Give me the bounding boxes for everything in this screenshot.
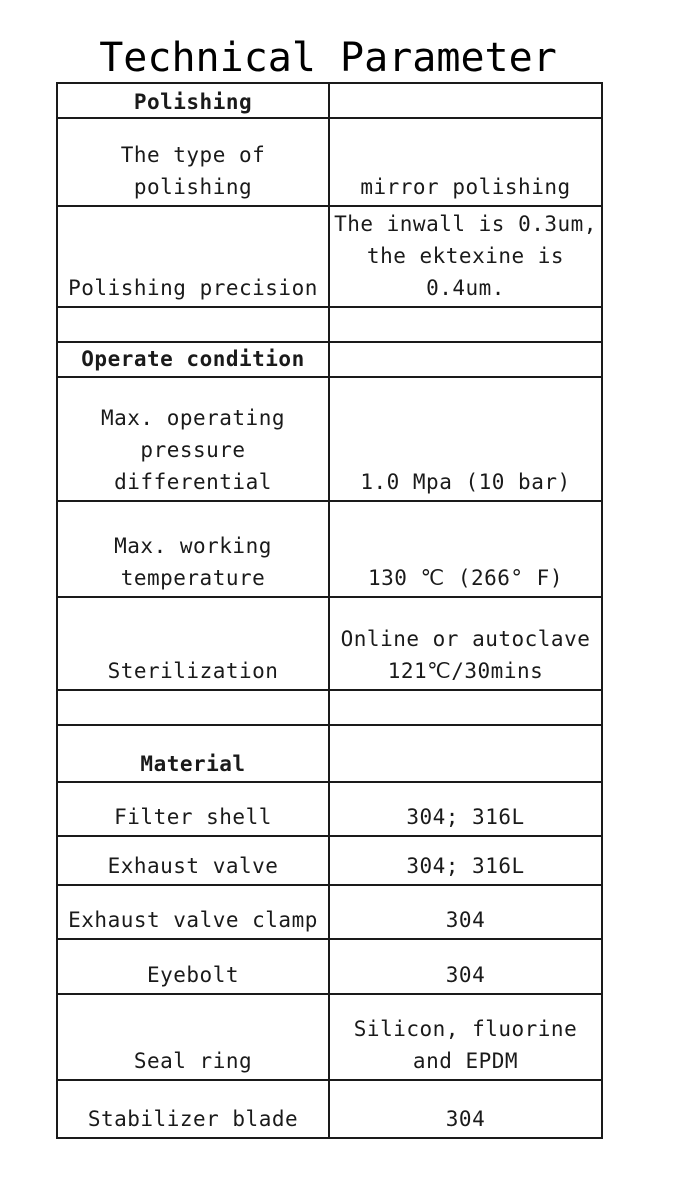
section-header-material: Material [57,725,329,782]
table-row [57,118,602,206]
row-value: 304 [329,885,602,939]
row-label: Seal ring [57,994,329,1080]
technical-parameter-table [56,82,603,1139]
row-label: Exhaust valve clamp [57,885,329,939]
row-label: Eyebolt [57,939,329,994]
table-row [57,782,602,836]
table-row [57,597,602,690]
row-label: The type of polishing [57,118,329,206]
section-header-empty-cell [329,342,602,377]
table-row [57,501,602,597]
table-row [57,885,602,939]
row-value: 304; 316L [329,782,602,836]
table-row [57,377,602,501]
row-value: mirror polishing [329,118,602,206]
section-header-row [57,342,602,377]
empty-cell [329,690,602,725]
row-label: Stabilizer blade [57,1080,329,1138]
spacer-row [57,690,602,725]
row-value: The inwall is 0.3um, the ektexine is 0.4um. [329,206,602,307]
row-label: Max. operating pressure differential [57,377,329,501]
row-value: Online or autoclave 121℃/30mins [329,597,602,690]
table-row [57,1080,602,1138]
section-header-polishing: Polishing [57,83,329,118]
empty-cell [329,307,602,342]
row-value: 1.0 Mpa (10 bar) [329,377,602,501]
empty-cell [57,690,329,725]
row-value: 304 [329,1080,602,1138]
section-header-row [57,83,602,118]
row-value: Silicon, fluorine and EPDM [329,994,602,1080]
table-row [57,836,602,885]
row-value: 130 ℃ (266° F) [329,501,602,597]
table-row [57,939,602,994]
row-label: Filter shell [57,782,329,836]
row-label: Polishing precision [57,206,329,307]
page-title: Technical Parameter [99,35,557,81]
section-header-empty-cell [329,725,602,782]
empty-cell [57,307,329,342]
section-header-operate-condition: Operate condition [57,342,329,377]
table-row [57,206,602,307]
section-header-row [57,725,602,782]
row-label: Exhaust valve [57,836,329,885]
row-value: 304 [329,939,602,994]
spacer-row [57,307,602,342]
row-label: Sterilization [57,597,329,690]
row-label: Max. working temperature [57,501,329,597]
row-value: 304; 316L [329,836,602,885]
section-header-empty-cell [329,83,602,118]
table-row [57,994,602,1080]
